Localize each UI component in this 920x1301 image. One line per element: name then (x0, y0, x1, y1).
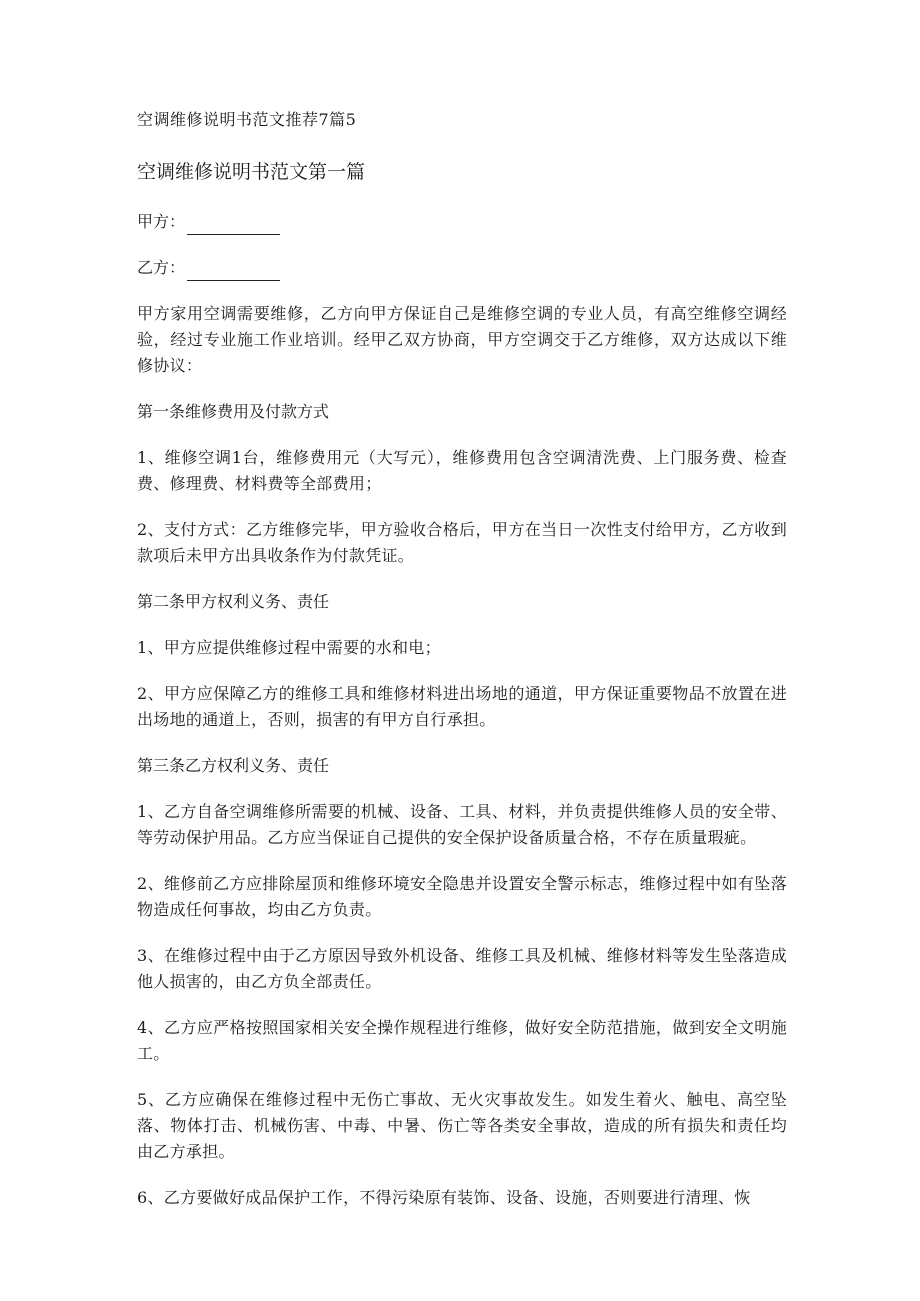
party-b-label: 乙方： (137, 258, 186, 277)
clause-paragraph: 2、支付方式：乙方维修完毕，甲方验收合格后，甲方在当日一次性支付给甲方，乙方收到款项后未甲方出具收条作为付款凭证。 (137, 520, 787, 565)
party-a-line (137, 209, 787, 235)
section-heading: 第二条甲方权利义务、责任 (137, 592, 330, 611)
document-body (137, 108, 787, 1231)
section-heading: 第三条乙方权利义务、责任 (137, 756, 330, 775)
clause-paragraph: 3、在维修过程中由于乙方原因导致外机设备、维修工具及机械、维修材料等发生坠落造成他人损害的，由乙方负全部责任。 (137, 946, 787, 991)
clause-paragraph: 5、乙方应确保在维修过程中无伤亡事故、无火灾事故发生。如发生着火、触电、高空坠落、物体打击、机械伤害、中毒、中暑、伤亡等各类安全事故，造成的所有损失和责任均由乙方承担。 (137, 1090, 787, 1161)
clause-paragraph: 4、乙方应严格按照国家相关安全操作规程进行维修，做好安全防范措施，做到安全文明施工。 (137, 1018, 787, 1063)
party-a-label: 甲方： (137, 212, 186, 231)
intro-paragraph: 甲方家用空调需要维修，乙方向甲方保证自己是维修空调的专业人员，有高空维修空调经验，经过专业施工作业培训。经甲乙双方协商，甲方空调交于乙方维修，双方达成以下维修协议： (137, 304, 787, 375)
clause-paragraph: 6、乙方要做好成品保护工作，不得污染原有装饰、设备、设施，否则要进行清理、恢 (137, 1188, 751, 1207)
clause-paragraph: 2、甲方应保障乙方的维修工具和维修材料进出场地的通道，甲方保证重要物品不放置在进出场地的通道上，否则，损害的有甲方自行承担。 (137, 684, 787, 729)
party-b-line (137, 255, 787, 281)
document-subtitle: 空调维修说明书范文第一篇 (137, 161, 366, 183)
clause-paragraph: 2、维修前乙方应排除屋顶和维修环境安全隐患并设置安全警示标志，维修过程中如有坠落物造成任何事故，均由乙方负责。 (137, 874, 787, 919)
clause-paragraph: 1、甲方应提供维修过程中需要的水和电； (137, 638, 441, 657)
clause-paragraph: 1、乙方自备空调维修所需要的机械、设备、工具、材料，并负责提供维修人员的安全带、等劳动保护用品。乙方应当保证自己提供的安全保护设备质量合格，不存在质量瑕疵。 (137, 802, 787, 847)
party-a-blank (187, 216, 280, 235)
document-title: 空调维修说明书范文推荐7篇5 (137, 110, 357, 129)
section-heading: 第一条维修费用及付款方式 (137, 402, 330, 421)
clause-paragraph: 1、维修空调1台，维修费用元（大写元），维修费用包含空调清洗费、上门服务费、检查费、修理费、材料费等全部费用； (137, 448, 787, 493)
party-b-blank (187, 262, 280, 281)
